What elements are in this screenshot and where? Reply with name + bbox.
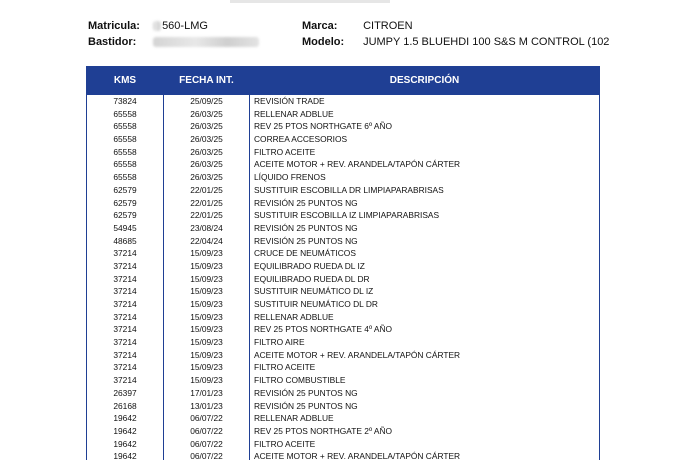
table-row [87, 323, 599, 336]
marca-label: Marca: [302, 20, 338, 32]
cell-kms: 62579 [87, 209, 164, 222]
cell-fecha: 26/03/25 [164, 146, 250, 159]
matricula-label: Matricula: [88, 20, 140, 32]
cell-fecha: 06/07/22 [164, 438, 250, 451]
cell-kms: 19642 [87, 425, 164, 438]
cell-kms: 37214 [87, 273, 164, 286]
cell-descripcion: FILTRO ACEITE [254, 438, 316, 449]
modelo-label: Modelo: [302, 36, 345, 48]
cell-fecha: 23/08/24 [164, 222, 250, 235]
table-row [87, 361, 599, 374]
cell-kms: 37214 [87, 285, 164, 298]
modelo-line [302, 34, 609, 50]
cell-kms: 73824 [87, 95, 164, 108]
cell-fecha: 22/01/25 [164, 209, 250, 222]
table-row [87, 108, 599, 121]
vehicle-info-right [302, 18, 609, 50]
cell-descripcion: REV 25 PTOS NORTHGATE 2º AÑO [254, 425, 393, 436]
table-row [87, 387, 599, 400]
cell-kms: 37214 [87, 336, 164, 349]
cell-fecha: 15/09/23 [164, 374, 250, 387]
cell-fecha: 26/03/25 [164, 120, 250, 133]
header-kms: KMS [87, 66, 164, 94]
table-row [87, 273, 599, 286]
cell-descripcion: REV 25 PTOS NORTHGATE 4º AÑO [254, 324, 393, 335]
cell-descripcion: REVISIÓN 25 PUNTOS NG [254, 222, 358, 233]
cell-descripcion: REVISIÓN 25 PUNTOS NG [254, 235, 358, 246]
cell-descripcion: CORREA ACCESORIOS [254, 134, 348, 145]
table-row [87, 336, 599, 349]
cell-fecha: 15/09/23 [164, 273, 250, 286]
cell-kms: 37214 [87, 260, 164, 273]
cell-fecha: 15/09/23 [164, 323, 250, 336]
table-row [87, 209, 599, 222]
cell-descripcion: EQUILIBRADO RUEDA DL DR [254, 273, 370, 284]
table-row [87, 222, 599, 235]
cell-fecha: 22/01/25 [164, 184, 250, 197]
table-row [87, 235, 599, 248]
cell-descripcion: FILTRO ACEITE [254, 362, 316, 373]
table-row [87, 171, 599, 184]
table-row [87, 311, 599, 324]
redacted-vin [153, 37, 259, 47]
marca-line [302, 18, 609, 34]
cell-descripcion: SUSTITUIR ESCOBILLA DR LIMPIAPARABRISAS [254, 184, 444, 195]
cell-fecha: 13/01/23 [164, 400, 250, 413]
table-row [87, 260, 599, 273]
bastidor-line [88, 34, 259, 50]
table-row [87, 247, 599, 260]
table-row [87, 133, 599, 146]
cell-kms: 37214 [87, 349, 164, 362]
cell-fecha: 15/09/23 [164, 361, 250, 374]
cell-descripcion: ACEITE MOTOR + REV. ARANDELA/TAPÓN CÁRTER [254, 349, 461, 360]
cell-descripcion: FILTRO ACEITE [254, 146, 316, 157]
cell-fecha: 26/03/25 [164, 133, 250, 146]
cell-kms: 65558 [87, 120, 164, 133]
cell-descripcion: REV 25 PTOS NORTHGATE 6º AÑO [254, 121, 393, 132]
cell-fecha: 15/09/23 [164, 349, 250, 362]
cell-kms: 37214 [87, 361, 164, 374]
matricula-value: 560-LMG [162, 20, 208, 32]
maintenance-table [86, 66, 600, 460]
table-row [87, 146, 599, 159]
table-row [87, 298, 599, 311]
cell-kms: 37214 [87, 247, 164, 260]
cell-fecha: 15/09/23 [164, 285, 250, 298]
cell-fecha: 26/03/25 [164, 108, 250, 121]
cell-kms: 48685 [87, 235, 164, 248]
cell-fecha: 15/09/23 [164, 247, 250, 260]
cell-descripcion: FILTRO COMBUSTIBLE [254, 375, 346, 386]
cell-kms: 19642 [87, 450, 164, 460]
cell-fecha: 06/07/22 [164, 412, 250, 425]
header-descripcion: DESCRIPCIÓN [389, 74, 460, 86]
cell-kms: 37214 [87, 323, 164, 336]
cell-descripcion: FILTRO AIRE [254, 337, 305, 348]
cell-descripcion: RELLENAR ADBLUE [254, 108, 334, 119]
cell-kms: 65558 [87, 158, 164, 171]
table-body [87, 94, 599, 460]
cell-kms: 65558 [87, 108, 164, 121]
cell-fecha: 17/01/23 [164, 387, 250, 400]
cell-fecha: 26/03/25 [164, 158, 250, 171]
cell-kms: 37214 [87, 298, 164, 311]
cell-kms: 54945 [87, 222, 164, 235]
table-row [87, 425, 599, 438]
cell-descripcion: ACEITE MOTOR + REV. ARANDELA/TAPÓN CÁRTER [254, 451, 461, 460]
cell-kms: 37214 [87, 311, 164, 324]
cell-fecha: 06/07/22 [164, 425, 250, 438]
table-row [87, 120, 599, 133]
cell-descripcion: SUSTITUIR NEUMÁTICO DL IZ [254, 286, 374, 297]
cell-fecha: 22/01/25 [164, 197, 250, 210]
table-row [87, 412, 599, 425]
cell-descripcion: REVISIÓN 25 PUNTOS NG [254, 197, 358, 208]
cell-kms: 26168 [87, 400, 164, 413]
cell-descripcion: REVISIÓN 25 PUNTOS NG [254, 400, 358, 411]
table-row [87, 285, 599, 298]
cell-descripcion: ACEITE MOTOR + REV. ARANDELA/TAPÓN CÁRTER [254, 159, 461, 170]
table-row [87, 438, 599, 451]
modelo-value: JUMPY 1.5 BLUEHDI 100 S&S M CONTROL (102 [363, 36, 610, 48]
cell-descripcion: SUSTITUIR NEUMÁTICO DL DR [254, 299, 378, 309]
table-row [87, 400, 599, 413]
table-row [87, 374, 599, 387]
cell-fecha: 26/03/25 [164, 171, 250, 184]
redacted-plate-prefix [153, 21, 161, 31]
cell-descripcion: LÍQUIDO FRENOS [254, 172, 326, 183]
cell-fecha: 06/07/22 [164, 450, 250, 460]
cell-kms: 26397 [87, 387, 164, 400]
cell-kms: 65558 [87, 133, 164, 146]
table-row [87, 158, 599, 171]
cell-fecha: 15/09/23 [164, 260, 250, 273]
table-row [87, 197, 599, 210]
cell-kms: 37214 [87, 374, 164, 387]
cell-kms: 65558 [87, 171, 164, 184]
cell-kms: 62579 [87, 197, 164, 210]
cell-kms: 65558 [87, 146, 164, 159]
table-row [87, 349, 599, 362]
table-row [87, 95, 599, 108]
cell-kms: 19642 [87, 438, 164, 451]
cell-kms: 62579 [87, 184, 164, 197]
cell-kms: 19642 [87, 412, 164, 425]
cell-descripcion: CRUCE DE NEUMÁTICOS [254, 248, 356, 259]
cell-fecha: 25/09/25 [164, 95, 250, 108]
marca-value: CITROEN [363, 20, 413, 32]
cell-fecha: 15/09/23 [164, 298, 250, 311]
cell-fecha: 15/09/23 [164, 311, 250, 324]
top-rule [230, 0, 390, 3]
cell-descripcion: RELLENAR ADBLUE [254, 413, 334, 424]
cell-descripcion: EQUILIBRADO RUEDA DL IZ [254, 260, 365, 271]
vehicle-info-left [88, 18, 259, 50]
cell-descripcion: REVISIÓN TRADE [254, 96, 325, 106]
cell-descripcion: SUSTITUIR ESCOBILLA IZ LIMPIAPARABRISAS [254, 210, 440, 221]
cell-descripcion: REVISIÓN 25 PUNTOS NG [254, 387, 358, 398]
cell-descripcion: RELLENAR ADBLUE [254, 311, 334, 322]
header-fecha: FECHA INT. [164, 66, 250, 94]
cell-fecha: 15/09/23 [164, 336, 250, 349]
table-row [87, 184, 599, 197]
bastidor-label: Bastidor: [88, 36, 137, 48]
matricula-line [88, 18, 259, 34]
table-header [87, 66, 599, 94]
cell-fecha: 22/04/24 [164, 235, 250, 248]
table-row [87, 450, 599, 460]
